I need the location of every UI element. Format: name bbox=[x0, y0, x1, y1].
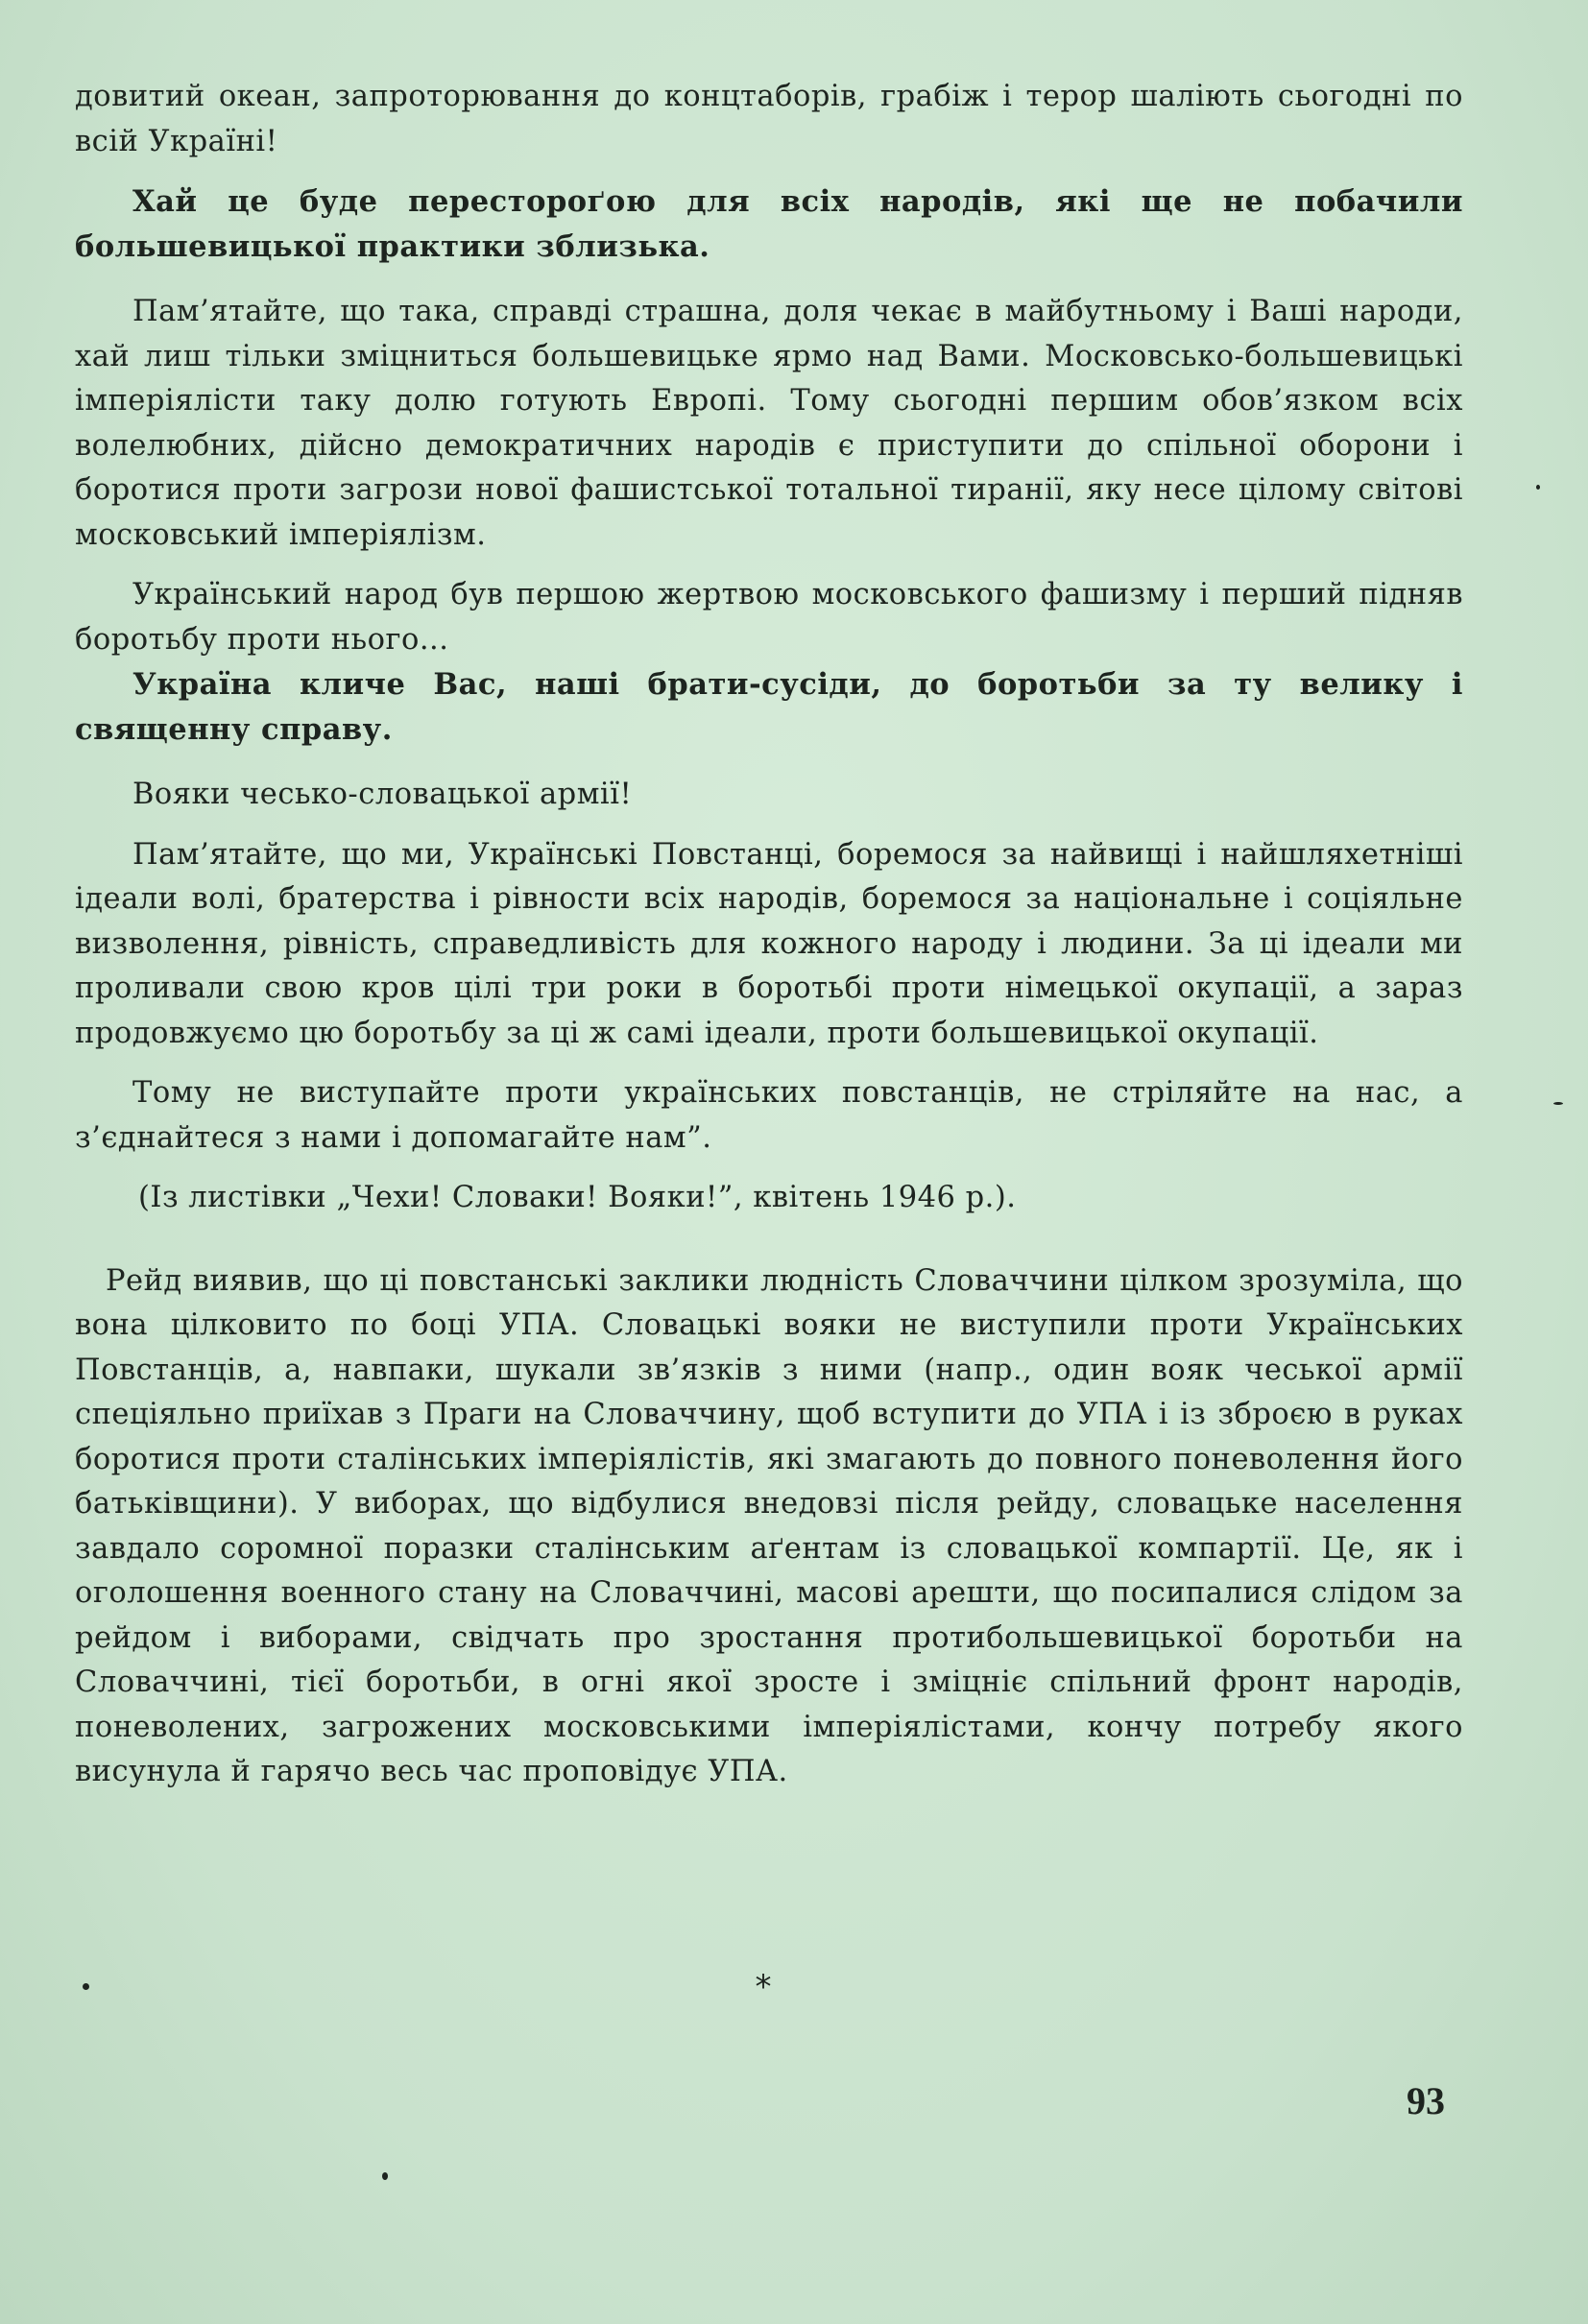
paragraph-do-not-shoot: Тому не виступайте проти українських повстанців, не стріляйте на нас, а з’єднайтеся з нами і допомагайте нам”. bbox=[75, 1076, 1463, 1155]
print-speck bbox=[1553, 1102, 1563, 1105]
paragraph-first-victim: Український народ був першою жертвою московського фашизму і перший підняв боротьбу проти нього... bbox=[75, 578, 1463, 657]
print-speck bbox=[83, 1983, 89, 1990]
paragraph-remember: Пам’ятайте, що така, справді страшна, доля чекає в майбутньому і Ваші народи, хай лиш тільки зміцниться большевицьке ярмо над Вами. Московсько-большевицькі імперіялісти таку долю готують Европі. Тому сьогодні першим обов’язком всіх волелюбних, дійсно демократичних народів є приступити до спільної оборони і боротися проти загрози нової фашистської тотальної тиранії, яку несе цілому світові московський імперіялізм. bbox=[75, 295, 1463, 552]
paragraph-warning-bold: Хай це буде перестороґою для всіх народів, які ще не побачили большевицької практики зблизька. bbox=[75, 184, 1463, 264]
paragraph-address-soldiers: Вояки чесько-словацької армії! bbox=[132, 778, 633, 811]
paragraph-raid-results: Рейд виявив, що ці повстанські заклики людність Словаччини цілком зрозуміла, що вона цілковито по боці УПА. Словацькі вояки не виступили проти Українських Повстанців, а, навпаки, шукали зв’язків з ними (напр., один вояк чеської армії спеціяльно приїхав з Праги на Словаччину, щоб вступити до УПА і із зброєю в руках боротися проти сталінських імперіялістів, які змагають до повного поневолення його батьківщини). У виборах, що відбулися внедовзі після рейду, словацьке населення завдало соромної поразки сталінським аґентам із словацької компартії. Це, як і оголошення военного стану на Словаччині, масові арешти, що посипалися слідом за рейдом і виборами, свідчать про зростання протибольшевицької боротьби на Словаччині, тієї боротьби, в огні якої зросте і зміцніє спільний фронт народів, поневолених, загрожених московськими імперіялістами, кончу потребу якого висунула й гарячо весь час проповідує УПА. bbox=[75, 1263, 1463, 1788]
paragraph-ideals: Пам’ятайте, що ми, Українські Повстанці, боремося за найвищі і найшляхетніші ідеали волі, братерства і рівности всіх народів, боремося за національне і соціяльне визволення, рівність, справедливість для кожного народу і людини. За ці ідеали ми проливали свою кров цілі три роки в боротьбі проти німецької окупації, а зараз продовжуємо цю боротьбу за ці ж самі ідеали, проти большевицької окупації. bbox=[75, 837, 1463, 1050]
print-speck bbox=[1536, 485, 1540, 490]
section-separator-asterisk: * bbox=[755, 1968, 772, 2006]
print-speck bbox=[382, 2172, 388, 2180]
paragraph-ukraine-calls-bold: Україна кличе Вас, наші брати-сусіди, до боротьби за ту велику і священну справу. bbox=[75, 667, 1463, 747]
leaflet-source: (Із листівки „Чехи! Словаки! Вояки!”, квітень 1946 р.). bbox=[138, 1181, 1017, 1214]
text-block bbox=[75, 75, 1463, 1795]
paragraph-continuation: довитий океан, запроторювання до концтаборів, грабіж і терор шаліють сьогодні по всій Україні! bbox=[75, 80, 1463, 158]
page-number: 93 bbox=[1407, 2079, 1445, 2122]
